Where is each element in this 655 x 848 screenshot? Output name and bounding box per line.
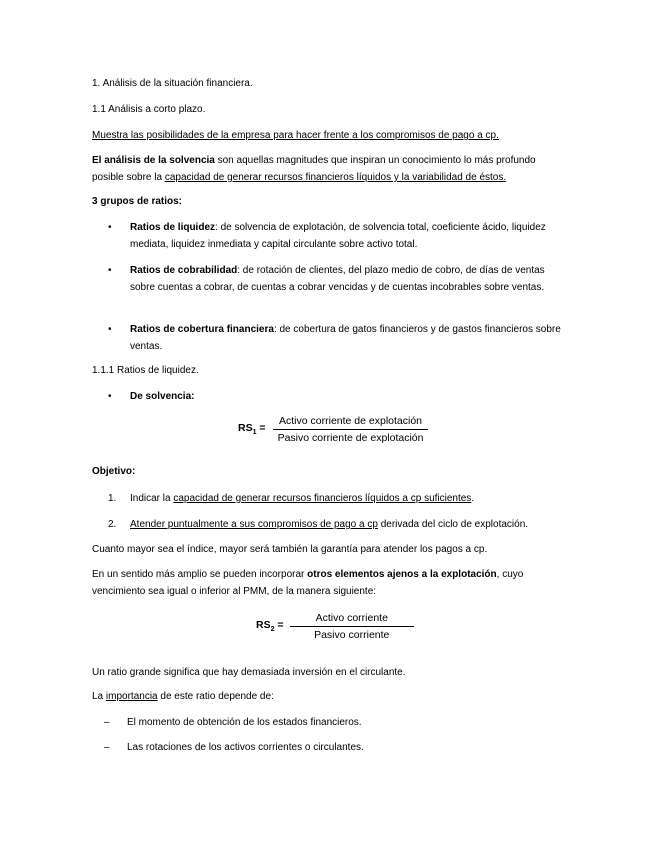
amplio-pre: En un sentido más amplio se pueden incorporar [92, 569, 308, 580]
dash-item: El momento de obtención de los estados financieros. [127, 717, 362, 728]
objective-2 [130, 516, 528, 533]
objective-post: . [471, 493, 475, 504]
bullet-icon: • [108, 324, 112, 335]
solvency-bold: El análisis de la solvencia [92, 155, 215, 166]
group-cobertura [130, 321, 570, 355]
solvency-underlined: capacidad de generar recursos financieros líquidos y la variabilidad de éstos. [164, 172, 507, 183]
objective-post: derivada del ciclo de explotación. [377, 519, 529, 530]
solvency-text: son aquellas magnitudes que inspiran un conocimiento lo más profundo posible sobre la [92, 155, 536, 183]
bullet-icon: • [108, 391, 112, 402]
importancia-pre: La [92, 691, 106, 702]
formula-lhs [256, 619, 284, 633]
formula-rs1 [238, 415, 429, 444]
solvencia-label: De solvencia: [130, 391, 195, 402]
para-mayor: Cuanto mayor sea el índice, mayor será también la garantía para atender los pagos a cp. [92, 544, 488, 555]
objective-number: 2. [108, 519, 117, 530]
numerator: Activo corriente [290, 612, 414, 627]
objective-number: 1. [108, 493, 117, 504]
objective-pre: Indicar la [130, 493, 174, 504]
group-text: : de rotación de clientes, del plazo medio de cobro, de días de ventas sobre cuentas a cobrar, de cuentas a cobrar vencidas y de cuentas incobrables sobre ventas. [130, 265, 545, 293]
denominator: Pasivo corriente de explotación [277, 432, 424, 444]
fraction [272, 415, 430, 444]
formula-lhs-eq: = [274, 619, 284, 632]
group-cobrabilidad [130, 262, 570, 296]
formula-lhs-sub: 1 [252, 429, 257, 437]
formula-lhs-base: RS [238, 422, 253, 435]
para-grande: Un ratio grande significa que hay demasiada inversión en el circulante. [92, 667, 406, 678]
formula-lhs-eq: = [256, 422, 266, 435]
objetivo-title: Objetivo: [92, 466, 136, 477]
formula-rs2 [256, 612, 414, 641]
para-amplio [92, 566, 567, 600]
heading-1-1-1: 1.1.1 Ratios de liquidez. [92, 365, 199, 376]
group-label: Ratios de cobertura financiera [130, 324, 274, 335]
group-label: Ratios de liquidez [130, 222, 216, 233]
importancia-underlined: importancia [105, 691, 158, 702]
heading-1-1: 1.1 Análisis a corto plazo. [92, 104, 206, 115]
formula-lhs-sub: 2 [270, 626, 275, 634]
formula-lhs [238, 422, 266, 436]
solvency-paragraph [92, 152, 567, 186]
bullet-icon: • [108, 265, 112, 276]
amplio-bold: otros elementos ajenos a la explotación [307, 569, 497, 580]
objective-underlined: capacidad de generar recursos financieros líquidos a cp suficientes [173, 493, 472, 504]
denominator: Pasivo corriente [314, 629, 390, 641]
group-label: Ratios de cobrabilidad [130, 265, 238, 276]
amplio-post: , cuyo vencimiento sea igual o inferior al PMM, de la manera siguiente: [92, 569, 524, 597]
formula-lhs-base: RS [256, 619, 271, 632]
group-text: : de cobertura de gatos financieros y de gastos financieros sobre ventas. [130, 324, 561, 352]
dash-icon: – [104, 742, 110, 753]
groups-title: 3 grupos de ratios: [92, 196, 183, 207]
numerator: Activo corriente de explotación [273, 415, 428, 430]
objective-underlined: Atender puntualmente a sus compromisos de pago a cp [130, 519, 378, 530]
dash-item: Las rotaciones de los activos corrientes o circulantes. [127, 742, 364, 753]
dash-icon: – [104, 717, 110, 728]
heading-1: 1. Análisis de la situación financiera. [92, 78, 253, 89]
fraction [290, 612, 414, 641]
group-text: : de solvencia de explotación, de solvencia total, coeficiente ácido, liquidez mediata, liquidez inmediata y capital circulante sobre activo total. [130, 222, 546, 250]
para-importancia [92, 688, 567, 705]
importancia-post: de este ratio depende de: [157, 691, 274, 702]
objective-1 [130, 490, 474, 507]
bullet-icon: • [108, 222, 112, 233]
group-liquidez [130, 219, 570, 253]
intro-text: Muestra las posibilidades de la empresa para hacer frente a los compromisos de pago a cp. [92, 130, 499, 141]
